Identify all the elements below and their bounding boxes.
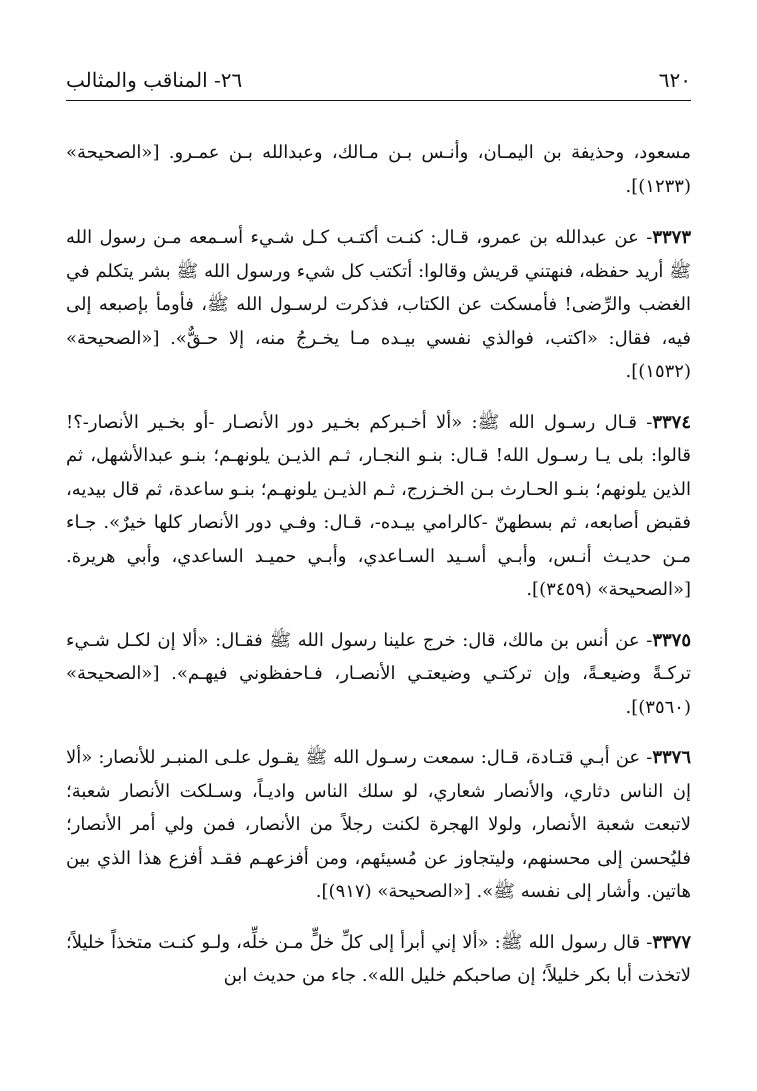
chapter-title: ٢٦- المناقب والمثالب (66, 68, 243, 92)
paragraph-continuation (66, 136, 691, 203)
page-content (66, 136, 691, 1010)
paragraph-text: مسعود، وحذيفة بن اليمـان، وأنـس بـن مـالك، وعبدالله بـن عمـرو. [«الصحيحة» (١٢٣٣)]. (66, 142, 691, 197)
hadith-3375 (66, 624, 691, 725)
hadith-number: ٣٣٧٣ (652, 227, 691, 248)
hadith-3376 (66, 741, 691, 909)
hadith-text: - قال رسول الله ﷺ: «ألا إني أبرأ إلى كلِّ خلٍّ مـن خلِّه، ولـو كنـت متخذاً خليلاً؛ لاتخذت أبا بكر خليلاً؛ إن صاحبكم خليل الله». جاء من حديث ابن (66, 931, 691, 986)
hadith-number: ٣٣٧٥ (652, 629, 691, 651)
page-number: ٦٢٠ (658, 68, 691, 92)
hadith-number: ٣٣٧٤ (652, 411, 691, 433)
hadith-3373 (66, 221, 691, 389)
hadith-3377 (66, 926, 691, 993)
hadith-3374 (66, 406, 691, 607)
hadith-text: - عن عبدالله بن عمرو، قـال: كنـت أكتـب كـل شـيء أسـمعه مـن رسول الله ﷺ أريد حفظه، فنهتني قريش وقالوا: أتكتب كل شيء ورسول الله ﷺ بشر يتكلم في الغضب والرِّضى! فأمسكت عن الكتاب، فذكرت لرسـول الله ﷺ، فأومأ بإصبعه إلى فيه، فقال: «اكتب، فوالذي نفسي بيـده مـا يخـرجُ منه، إلا حـقٌّ». [«الصحيحة» (١٥٣٢)]. (66, 227, 691, 382)
hadith-text: - عن أنس بن مالك، قال: خرج علينا رسول الله ﷺ فقـال: «ألا إن لكـل شـيء تركـةً وضيعـةً، وإن تركتـي وضيعتـي الأنصـار، فـاحفظوني فيهـم». [«الصحيحة» (٣٥٦٠)]. (66, 629, 691, 718)
hadith-text: - عن أبـي قتـادة، قـال: سمعت رسـول الله ﷺ يقـول علـى المنبـر للأنصار: «ألا إن الناس دثاري، والأنصار شعاري، لو سلك الناس واديـاً، وسـلكت الأنصار شعبة؛ لاتبعت شعبة الأنصار، ولولا الهجرة لكنت رجلاً من الأنصار، فمن ولي أمر الأنصار؛ فليُحسن إلى محسنهم، وليتجاوز عن مُسيئهم، ومن أفزعهـم فقـد أفزع هذا الذي بين هاتين. وأشار إلى نفسه ﷺ». [«الصحيحة» (٩١٧)]. (66, 747, 691, 902)
page-header (66, 60, 691, 101)
hadith-text: - قـال رسـول الله ﷺ: «ألا أخـبركم بخـير دور الأنصـار -أو بخـير الأنصار-؟! قالوا: بلى يـا رسـول الله! قـال: بنـو النجـار، ثـم الذيـن يلونهـم؛ بنـو عبدالأشهل، ثم الذين يلونهم؛ بنـو الحـارث بـن الخـزرج، ثـم الذيـن يلونهـم؛ بنـو ساعدة، ثم قال بيديه، فقبض أصابعه، ثم بسطهنّ -كالرامي بيـده-، قـال: وفـي دور الأنصار كلها خيرٌ». جـاء مـن حديـث أنـس، وأبـي أسـيد السـاعدي، وأبـي حميـد الساعدي، وأبي هريرة. [«الصحيحة» (٣٤٥٩)]. (66, 411, 691, 600)
hadith-number: ٣٣٧٧ (652, 931, 691, 953)
hadith-number: ٣٣٧٦ (652, 747, 691, 768)
